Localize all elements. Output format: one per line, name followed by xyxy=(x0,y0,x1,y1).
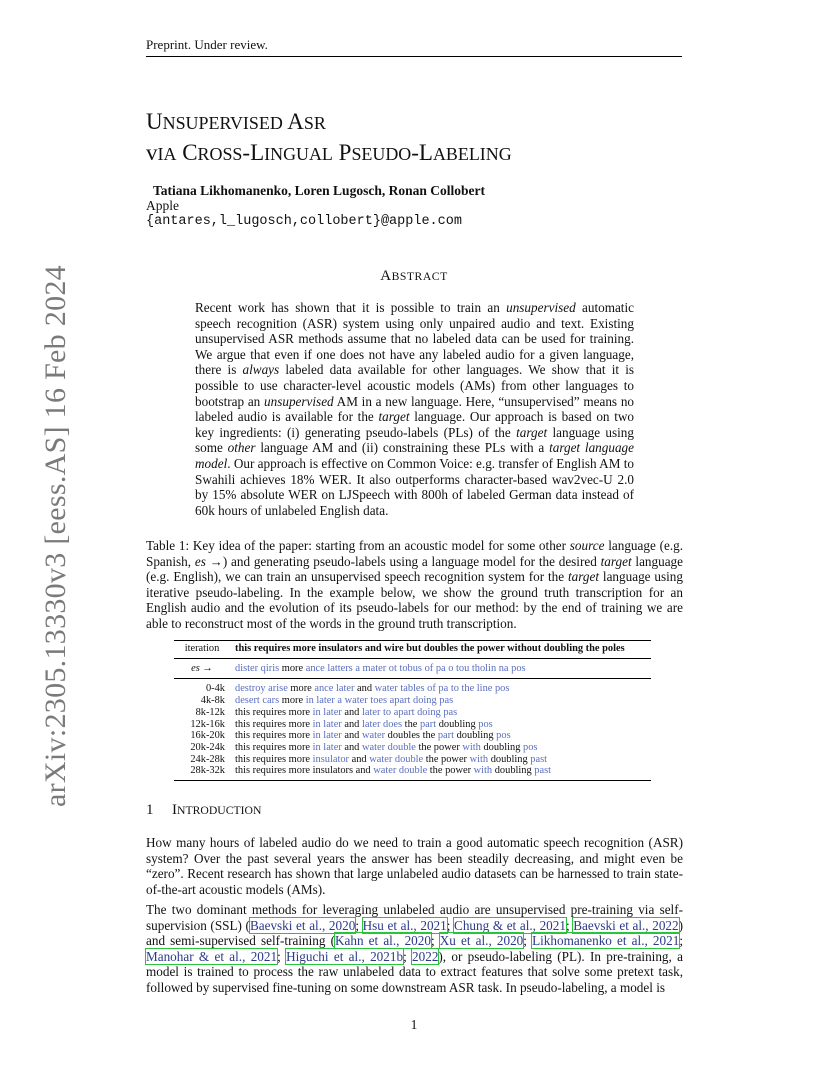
intro-paragraph-2: The two dominant methods for leveraging unlabeled audio are unsupervised pre-training via self-supervision (SSL) (Baevski et al., 2020; Hsu et al., 2021; Chung & et al., 2021; Baevski et al., 2022) and semi-supervised self-training (Kahn et al., 2020; Xu et al., 2020; Likhomanenko et al., 2021; Manohar & et al., 2021; Higuchi et al., 2021b; 2022), or pseudo-labeling (PL). In pre-training, a model is trained to process the raw unlabeled data to extract features that solve some pretext task, followed by supervised fine-tuning on some downstream ASR task. In pseudo-labeling, a model is xyxy=(146,902,684,995)
table-row xyxy=(174,730,651,742)
incorrect-word: pos xyxy=(523,741,538,753)
incorrect-word: pos xyxy=(496,730,511,742)
row-iteration: 12k-16k xyxy=(190,718,225,730)
citation-link[interactable]: Likhomanenko et al., 2021 xyxy=(532,933,680,949)
emphasis: other xyxy=(227,440,256,456)
incorrect-word: past xyxy=(534,765,552,777)
incorrect-word: part xyxy=(437,730,455,742)
emphasis: source xyxy=(569,538,605,553)
incorrect-word: in later a water toes apart doing pas xyxy=(305,695,454,707)
paper-title xyxy=(146,107,706,169)
incorrect-word: water xyxy=(361,730,386,742)
table-row xyxy=(174,707,651,719)
incorrect-word: in later xyxy=(312,706,342,718)
incorrect-word: past xyxy=(530,753,548,765)
incorrect-word: pos xyxy=(478,718,493,730)
page-number: 1 xyxy=(410,1017,418,1032)
abstract-body: Recent work has shown that it is possible to train an unsupervised automatic speech recognition (ASR) system using only unpaired audio and text. Existing unsupervised ASR methods assume that no labeled data can be used for training. We argue that even if one does not have any labeled audio for a given language, there is always labeled data available for other languages. We show that it is possible to use character-level acoustic models (AMs) from other languages to bootstrap an unsupervised AM in a new language. Here, “unsupervised” means no labeled audio is available for the target language. Our approach is based on two key ingredients: (i) generating pseudo-labels (PLs) of the target language using some other language AM and (ii) constraining these PLs with a target language model. Our approach is effective on Common Voice: e.g. transfer of English AM to Swahili achieves 18% WER. It also outperforms character-based wav2vec-U 2.0 by 15% absolute WER on LJSpeech with 800h of labeled German data instead of 60k hours of unlabeled English data. xyxy=(195,300,635,518)
citation-link[interactable]: Baevski et al., 2022 xyxy=(573,917,679,933)
section-title: INTRODUCTION xyxy=(172,802,262,818)
citation-link[interactable]: Higuchi et al., 2021b xyxy=(286,948,404,964)
row-pseudo-label: destroy arise more ance later and water tables of pa to the line pos xyxy=(235,683,510,695)
author-email: {antares,l_lugosch,collobert}@apple.com xyxy=(146,214,462,229)
emphasis: target language model xyxy=(195,440,634,471)
row-iteration: 24k-28k xyxy=(190,753,225,765)
incorrect-word: dister qiris xyxy=(235,662,280,674)
intro-paragraph-1: How many hours of labeled audio do we need to train a good automatic speech recognition (ASR) system? Over the past several years the answer has been steadily decreasing, and might even be “zero”. Recent research has shown that large unlabeled audio datasets can be harnessed to train state-of-the-art acoustic models (AMs). xyxy=(146,835,683,897)
emphasis: unsupervised xyxy=(506,300,576,315)
incorrect-word: water double xyxy=(361,741,416,753)
row-pseudo-label: this requires more insulator and water double the power with doubling past xyxy=(235,753,548,765)
incorrect-word: in later xyxy=(312,741,342,753)
table-row xyxy=(174,742,651,754)
arxiv-identifier: arXiv:2305.13330v3 [eess.AS] 16 Feb 2024 xyxy=(39,265,72,807)
title-line-2: vIA CROSS-LINGUAL PSEUDO-LABELING xyxy=(146,140,512,165)
row-pseudo-label: this requires more in later and later does the part doubling pos xyxy=(235,718,493,730)
row-iteration: 28k-32k xyxy=(174,765,230,780)
emphasis: es xyxy=(194,553,206,569)
row-iteration: 20k-24k xyxy=(190,741,225,753)
row-iteration: es → xyxy=(174,658,230,679)
incorrect-word: later to apart doing pas xyxy=(361,706,458,718)
table-caption: Table 1: Key idea of the paper: starting from an acoustic model for some other source language (e.g. Spanish, es →) and generating pseudo-labels using a language model for the desired target language (e.g. English), we can train an unsupervised speech recognition system for the target language using iterative pseudo-labeling. In the example below, we show the ground truth transcription for an English audio and the evolution of its pseudo-labels for our method: by the end of training we are able to reconstruct most of the words in the ground truth transcription. xyxy=(146,538,684,631)
incorrect-word: in later xyxy=(312,730,342,742)
table-row xyxy=(174,719,651,731)
row-pseudo-label: dister qiris more ance latters a mater ot tobus of pa o tou tholin na pos xyxy=(230,658,651,679)
incorrect-word: with xyxy=(462,741,481,753)
incorrect-word: insulator xyxy=(312,753,349,765)
author-names: Tatiana Likhomanenko, Loren Lugosch, Ronan Collobert xyxy=(153,183,485,198)
incorrect-word: part xyxy=(419,718,437,730)
table-header-ground-truth: this requires more insulators and wire but doubles the power without doubling the poles xyxy=(230,641,651,659)
incorrect-word: with xyxy=(473,765,493,777)
table-body xyxy=(174,658,651,780)
citation-link[interactable]: Xu et al., 2020 xyxy=(439,933,524,949)
author-affiliation: Apple xyxy=(146,198,179,213)
incorrect-word: water double xyxy=(369,753,424,765)
row-pseudo-label: this requires more in later and later to apart doing pas xyxy=(235,706,458,718)
emphasis: always xyxy=(242,362,280,378)
section-number: 1 xyxy=(146,802,154,818)
table-header-iteration: iteration xyxy=(174,641,230,659)
row-pseudo-label: this requires more insulators and water double the power with doubling past xyxy=(230,765,651,780)
incorrect-word: destroy arise xyxy=(235,683,288,695)
citation-link[interactable]: Manohar & et al., 2021 xyxy=(146,948,278,964)
incorrect-word: water double xyxy=(373,765,428,777)
row-iteration: 0-4k xyxy=(205,683,225,695)
row-iteration: 8k-12k xyxy=(195,706,225,718)
incorrect-word: ance latters a mater ot tobus of pa o tou tholin na pos xyxy=(305,662,526,674)
emphasis: target xyxy=(516,424,548,440)
incorrect-word: with xyxy=(469,753,489,765)
table-row-source xyxy=(174,658,651,679)
table-row xyxy=(174,679,651,695)
running-head: Preprint. Under review. xyxy=(146,37,682,57)
table-row xyxy=(174,695,651,707)
row-pseudo-label: this requires more in later and water double the power with doubling pos xyxy=(235,741,538,753)
row-iteration: 16k-20k xyxy=(190,730,225,742)
citation-link[interactable]: Baevski et al., 2020 xyxy=(249,917,356,933)
section-heading-introduction xyxy=(146,802,261,819)
incorrect-word: later does xyxy=(361,718,403,730)
emphasis: target xyxy=(378,409,410,425)
incorrect-word: in later xyxy=(312,718,342,730)
incorrect-word: water tables of pa to the line pos xyxy=(374,683,510,695)
table-row xyxy=(174,754,651,766)
table-row xyxy=(174,765,651,780)
emphasis: target xyxy=(600,553,632,569)
pseudo-label-table xyxy=(174,640,651,781)
citation-link[interactable]: Kahn et al., 2020 xyxy=(334,933,431,949)
incorrect-word: ance later xyxy=(314,683,355,695)
emphasis: unsupervised xyxy=(264,393,334,409)
row-pseudo-label: this requires more in later and water doubles the part doubling pos xyxy=(235,730,511,742)
incorrect-word: desert cars xyxy=(235,695,280,707)
emphasis: target xyxy=(568,569,600,585)
abstract-heading: ABSTRACT xyxy=(380,268,448,284)
row-iteration: 4k-8k xyxy=(200,695,225,707)
row-pseudo-label: desert cars more in later a water toes apart doing pas xyxy=(235,695,454,707)
citation-link[interactable]: Hsu et al., 2021 xyxy=(362,917,447,933)
title-line-1: UNSUPERVISED ASR xyxy=(146,109,326,134)
citation-link[interactable]: Chung & et al., 2021 xyxy=(454,917,566,933)
citation-link[interactable]: 2022 xyxy=(412,948,439,964)
